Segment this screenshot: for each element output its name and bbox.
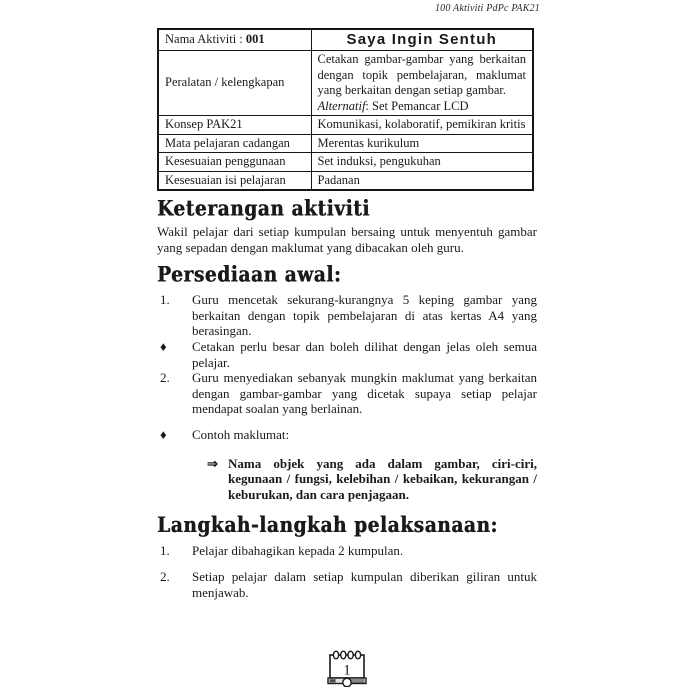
table-row-kesesuaian-isi bbox=[158, 171, 533, 190]
activity-title: Saya Ingin Sentuh bbox=[346, 31, 497, 48]
table-row-mata-pelajaran bbox=[158, 134, 533, 153]
row-value-alt bbox=[318, 99, 527, 115]
section-heading-persediaan: Persediaan awal: bbox=[157, 263, 342, 288]
table-row-activity-name bbox=[158, 29, 533, 51]
ring-icon bbox=[348, 651, 353, 659]
sub-list-text: Nama objek yang ada dalam gambar, ciri-ciri, kegunaan / fungsi, kelebihan / kebaikan, kekurangan / keburukan, dan cara penjagaan. bbox=[228, 455, 537, 502]
list-item bbox=[157, 370, 537, 417]
list-text: Pelajar dibahagikan kepada 2 kumpulan. bbox=[192, 543, 404, 559]
list-text: Guru mencetak sekurang-kurangnya 5 keping gambar yang berkaitan dengan topik pembelajaran di atas kertas A4 yang berasingan. bbox=[192, 292, 537, 339]
section-keterangan bbox=[157, 196, 537, 221]
diamond-bullet-icon: ♦ bbox=[160, 338, 167, 354]
list-text: Contoh maklumat: bbox=[192, 426, 290, 442]
alternatif-value: : Set Pemancar LCD bbox=[365, 98, 469, 113]
list-item bbox=[157, 569, 537, 600]
base-shade bbox=[330, 679, 336, 682]
page-content bbox=[157, 0, 537, 600]
row-label: Kesesuaian penggunaan bbox=[158, 153, 311, 172]
activity-number: 001 bbox=[245, 32, 265, 47]
list-number: 1. bbox=[160, 292, 170, 308]
activity-info-table bbox=[157, 28, 534, 191]
activity-name-cell bbox=[158, 29, 311, 51]
row-label: Kesesuaian isi pelajaran bbox=[158, 171, 311, 190]
section-heading-keterangan: Keterangan aktiviti bbox=[157, 196, 370, 221]
table-row-peralatan bbox=[158, 51, 533, 116]
row-value: Merentas kurikulum bbox=[311, 134, 533, 153]
table-row-konsep bbox=[158, 116, 533, 135]
row-label: Konsep PAK21 bbox=[158, 116, 311, 135]
running-header: 100 Aktiviti PdPc PAK21 bbox=[434, 3, 540, 14]
row-value: Padanan bbox=[311, 171, 533, 190]
list-item bbox=[157, 427, 537, 443]
double-arrow-icon: ⇒ bbox=[207, 455, 218, 471]
row-value: Komunikasi, kolaboratif, pemikiran kritis bbox=[311, 116, 533, 135]
page-number-calendar-icon bbox=[325, 649, 369, 687]
section-persediaan bbox=[157, 263, 537, 288]
section-langkah bbox=[157, 514, 537, 539]
list-number: 2. bbox=[160, 370, 170, 386]
list-text: Setiap pelajar dalam setiap kumpulan diberikan giliran untuk menjawab. bbox=[192, 568, 537, 600]
row-value-cell bbox=[311, 51, 533, 116]
ring-icon bbox=[355, 651, 360, 659]
list-number: 1. bbox=[160, 543, 170, 559]
diamond-bullet-icon: ♦ bbox=[160, 426, 167, 442]
table-row-kesesuaian-penggunaan bbox=[158, 153, 533, 172]
row-value: Set induksi, pengukuhan bbox=[311, 153, 533, 172]
activity-name-label: Nama Aktiviti : bbox=[165, 32, 246, 47]
ring-icon bbox=[341, 651, 346, 659]
alternatif-label: Alternatif bbox=[317, 98, 366, 113]
ring-icon bbox=[333, 651, 338, 659]
page-number: 1 bbox=[343, 662, 351, 679]
base-notch bbox=[343, 678, 351, 686]
list-item bbox=[157, 292, 537, 339]
list-number: 2. bbox=[160, 568, 170, 584]
list-text: Cetakan perlu besar dan boleh dilihat dengan jelas oleh semua pelajar. bbox=[192, 338, 537, 370]
row-label: Mata pelajaran cadangan bbox=[158, 134, 311, 153]
activity-title-cell bbox=[311, 29, 533, 51]
list-item bbox=[157, 543, 537, 559]
list-item bbox=[157, 339, 537, 370]
keterangan-paragraph: Wakil pelajar dari setiap kumpulan bersaing untuk menyentuh gambar yang sepadan dengan maklumat yang dibacakan oleh guru. bbox=[157, 224, 537, 255]
sub-list-item bbox=[204, 456, 537, 503]
section-heading-langkah: Langkah-langkah pelaksanaan: bbox=[157, 514, 498, 539]
list-text: Guru menyediakan sebanyak mungkin maklumat yang berkaitan dengan gambar-gambar yang dicetak supaya setiap pelajar mendapat soalan yang berlainan. bbox=[192, 370, 537, 417]
row-label: Peralatan / kelengkapan bbox=[158, 51, 311, 116]
row-value: Cetakan gambar-gambar yang berkaitan dengan topik pembelajaran, maklumat yang berkaitan dengan setiap gambar. bbox=[317, 52, 526, 97]
